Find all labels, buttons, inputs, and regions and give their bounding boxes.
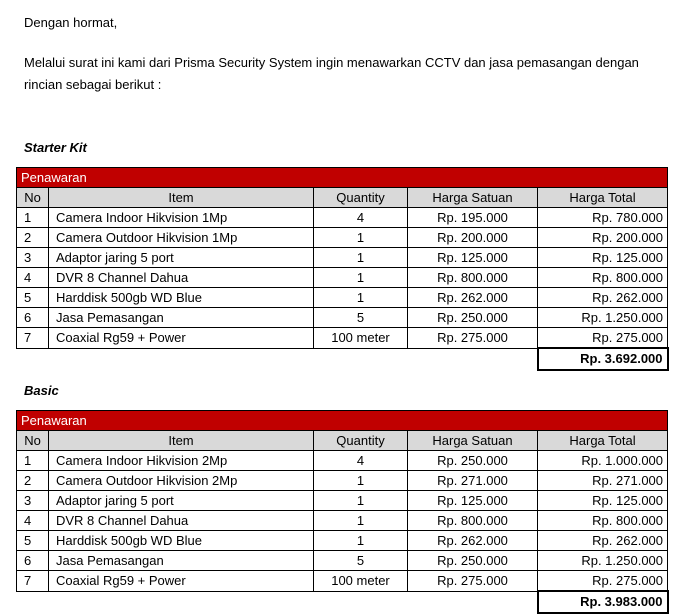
total-price-cell: Rp. 1.000.000 — [538, 451, 668, 471]
total-price-cell: Rp. 275.000 — [538, 571, 668, 592]
grand-total-value: Rp. 3.692.000 — [538, 348, 668, 370]
item-cell: Camera Outdoor Hikvision 1Mp — [49, 228, 314, 248]
unit-price-cell: Rp. 250.000 — [408, 451, 538, 471]
row-number-cell: 2 — [17, 471, 49, 491]
row-number-cell: 7 — [17, 328, 49, 349]
unit-price-cell: Rp. 250.000 — [408, 551, 538, 571]
quantity-cell: 100 meter — [314, 571, 408, 592]
row-number-cell: 5 — [17, 288, 49, 308]
column-header: Quantity — [314, 431, 408, 451]
offer-sections — [21, 140, 671, 614]
item-cell: Jasa Pemasangan — [49, 551, 314, 571]
table-row — [17, 288, 668, 308]
row-number-cell: 6 — [17, 551, 49, 571]
table-title: Penawaran — [17, 411, 668, 431]
quantity-cell: 1 — [314, 491, 408, 511]
column-header: No — [17, 431, 49, 451]
quantity-cell: 1 — [314, 268, 408, 288]
unit-price-cell: Rp. 200.000 — [408, 228, 538, 248]
quantity-cell: 1 — [314, 248, 408, 268]
quantity-cell: 4 — [314, 208, 408, 228]
total-price-cell: Rp. 125.000 — [538, 248, 668, 268]
table-row — [17, 471, 668, 491]
table-row — [17, 328, 668, 349]
unit-price-cell: Rp. 125.000 — [408, 491, 538, 511]
unit-price-cell: Rp. 800.000 — [408, 268, 538, 288]
unit-price-cell: Rp. 195.000 — [408, 208, 538, 228]
row-number-cell: 4 — [17, 268, 49, 288]
quantity-cell: 5 — [314, 551, 408, 571]
row-number-cell: 5 — [17, 531, 49, 551]
table-row — [17, 571, 668, 592]
offer-section — [21, 383, 671, 614]
table-row — [17, 551, 668, 571]
item-cell: Coaxial Rg59 + Power — [49, 328, 314, 349]
unit-price-cell: Rp. 262.000 — [408, 531, 538, 551]
item-cell: Coaxial Rg59 + Power — [49, 571, 314, 592]
unit-price-cell: Rp. 250.000 — [408, 308, 538, 328]
total-price-cell: Rp. 262.000 — [538, 531, 668, 551]
grand-total-row — [17, 591, 668, 613]
item-cell: Camera Outdoor Hikvision 2Mp — [49, 471, 314, 491]
total-price-cell: Rp. 800.000 — [538, 511, 668, 531]
item-cell: Adaptor jaring 5 port — [49, 248, 314, 268]
item-cell: Harddisk 500gb WD Blue — [49, 531, 314, 551]
unit-price-cell: Rp. 271.000 — [408, 471, 538, 491]
total-price-cell: Rp. 800.000 — [538, 268, 668, 288]
row-number-cell: 1 — [17, 208, 49, 228]
column-header: Item — [49, 431, 314, 451]
unit-price-cell: Rp. 800.000 — [408, 511, 538, 531]
quantity-cell: 4 — [314, 451, 408, 471]
table-row — [17, 248, 668, 268]
item-cell: Camera Indoor Hikvision 2Mp — [49, 451, 314, 471]
quantity-cell: 1 — [314, 471, 408, 491]
section-title: Basic — [24, 383, 59, 398]
table-row — [17, 228, 668, 248]
unit-price-cell: Rp. 275.000 — [408, 571, 538, 592]
table-row — [17, 531, 668, 551]
total-price-cell: Rp. 275.000 — [538, 328, 668, 349]
quantity-cell: 1 — [314, 228, 408, 248]
row-number-cell: 3 — [17, 248, 49, 268]
offer-table — [16, 167, 669, 371]
offer-section — [21, 140, 671, 371]
unit-price-cell: Rp. 275.000 — [408, 328, 538, 349]
item-cell: DVR 8 Channel Dahua — [49, 268, 314, 288]
section-title: Starter Kit — [24, 140, 87, 155]
unit-price-cell: Rp. 262.000 — [408, 288, 538, 308]
quantity-cell: 1 — [314, 511, 408, 531]
quantity-cell: 5 — [314, 308, 408, 328]
offer-table — [16, 410, 669, 614]
table-title-row — [17, 168, 668, 188]
total-price-cell: Rp. 1.250.000 — [538, 551, 668, 571]
total-price-cell: Rp. 1.250.000 — [538, 308, 668, 328]
column-header: Item — [49, 188, 314, 208]
row-number-cell: 6 — [17, 308, 49, 328]
row-number-cell: 2 — [17, 228, 49, 248]
table-row — [17, 451, 668, 471]
total-row-spacer — [17, 348, 538, 370]
total-price-cell: Rp. 262.000 — [538, 288, 668, 308]
row-number-cell: 4 — [17, 511, 49, 531]
total-price-cell: Rp. 271.000 — [538, 471, 668, 491]
column-header: Harga Satuan — [408, 431, 538, 451]
table-row — [17, 268, 668, 288]
column-header-row — [17, 188, 668, 208]
item-cell: Harddisk 500gb WD Blue — [49, 288, 314, 308]
table-title-row — [17, 411, 668, 431]
table-body — [17, 451, 668, 592]
item-cell: Adaptor jaring 5 port — [49, 491, 314, 511]
quantity-cell: 100 meter — [314, 328, 408, 349]
total-price-cell: Rp. 780.000 — [538, 208, 668, 228]
column-header-row — [17, 431, 668, 451]
item-cell: DVR 8 Channel Dahua — [49, 511, 314, 531]
table-row — [17, 308, 668, 328]
row-number-cell: 3 — [17, 491, 49, 511]
unit-price-cell: Rp. 125.000 — [408, 248, 538, 268]
column-header: Quantity — [314, 188, 408, 208]
table-row — [17, 511, 668, 531]
row-number-cell: 1 — [17, 451, 49, 471]
table-body — [17, 208, 668, 349]
total-price-cell: Rp. 125.000 — [538, 491, 668, 511]
total-row-spacer — [17, 591, 538, 613]
quantity-cell: 1 — [314, 531, 408, 551]
table-row — [17, 491, 668, 511]
grand-total-value: Rp. 3.983.000 — [538, 591, 668, 613]
table-title: Penawaran — [17, 168, 668, 188]
intro-paragraph: Melalui surat ini kami dari Prisma Security System ingin menawarkan CCTV dan jasa pemasangan dengan rincian sebagai berikut : — [24, 55, 639, 92]
quantity-cell: 1 — [314, 288, 408, 308]
column-header: Harga Satuan — [408, 188, 538, 208]
row-number-cell: 7 — [17, 571, 49, 592]
column-header: Harga Total — [538, 431, 668, 451]
table-row — [17, 208, 668, 228]
grand-total-row — [17, 348, 668, 370]
item-cell: Camera Indoor Hikvision 1Mp — [49, 208, 314, 228]
salutation: Dengan hormat, — [24, 15, 118, 30]
total-price-cell: Rp. 200.000 — [538, 228, 668, 248]
column-header: No — [17, 188, 49, 208]
item-cell: Jasa Pemasangan — [49, 308, 314, 328]
column-header: Harga Total — [538, 188, 668, 208]
